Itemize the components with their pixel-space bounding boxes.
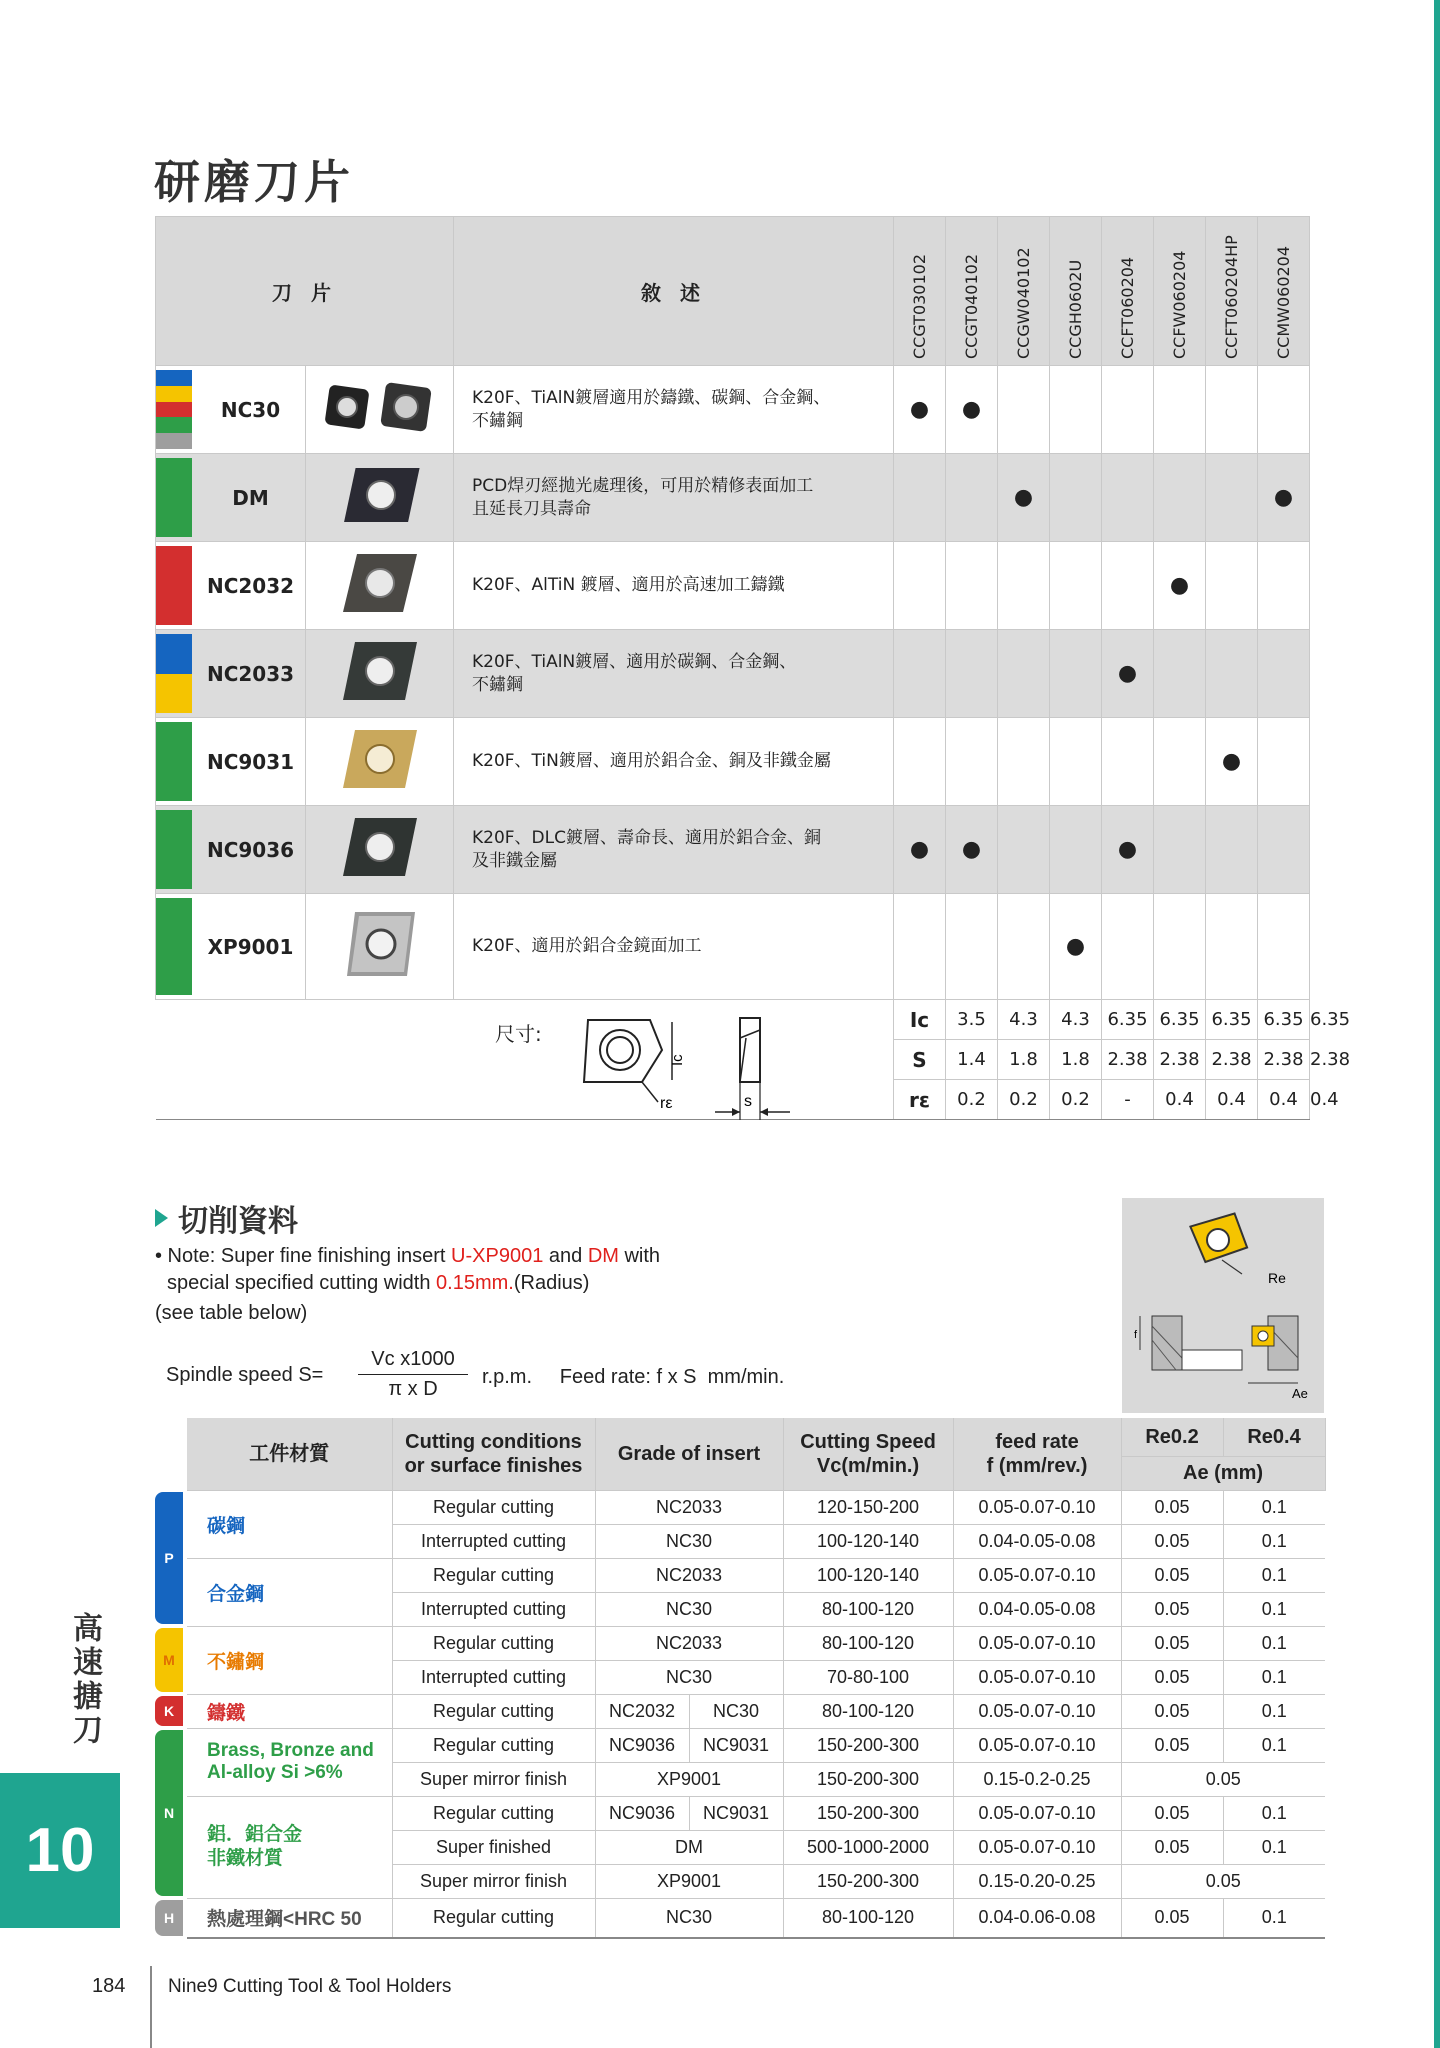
side-category-text: 高速搪刀: [67, 1612, 102, 1748]
material-color-bar: [156, 634, 192, 713]
applicability-mark: ●: [1102, 806, 1154, 894]
dim-value: 2.38: [1258, 1040, 1310, 1080]
applicability-mark: [1206, 542, 1258, 630]
group-badge-n: N: [155, 1730, 183, 1896]
svg-text:Ae: Ae: [1292, 1386, 1308, 1401]
applicability-mark: [1206, 454, 1258, 542]
insert-row: [156, 630, 1310, 718]
dim-row-re: rε 0.2 0.2 0.2 - 0.4 0.4 0.4 0.4: [156, 1080, 1310, 1120]
insert-row: [156, 718, 1310, 806]
header-model: CCMW060204: [1258, 217, 1310, 366]
applicability-mark: [1206, 366, 1258, 454]
applicability-mark: ●: [1050, 894, 1102, 1000]
insert-description: K20F、TiAlN鍍層、適用於碳鋼、合金鋼、 不鏽鋼: [454, 630, 894, 718]
grade-name: NC2032: [206, 573, 295, 598]
header-model: CCGT030102: [894, 217, 946, 366]
grade-cell: [156, 542, 306, 630]
material-name: 合金鋼: [187, 1558, 392, 1626]
header-ae: Ae (mm): [1121, 1456, 1325, 1490]
applicability-mark: [998, 718, 1050, 806]
svg-text:Ic: Ic: [669, 1054, 686, 1066]
header-insert: 刀 片: [156, 217, 454, 366]
applicability-mark: [998, 542, 1050, 630]
applicability-mark: [1050, 366, 1102, 454]
grade-cell: [156, 894, 306, 1000]
group-badge-p: P: [155, 1492, 183, 1624]
insert-row: [156, 894, 1310, 1000]
applicability-mark: [894, 454, 946, 542]
applicability-mark: [1206, 806, 1258, 894]
table-row: Super mirror finish XP9001 150-200-300 0.15-0.2-0.25 0.05: [155, 1762, 1325, 1796]
grade-name: NC9036: [206, 837, 295, 862]
dim-value: 6.35: [1154, 1000, 1206, 1040]
applicability-mark: [1154, 366, 1206, 454]
insert-row: [156, 542, 1310, 630]
grade-cell: [156, 806, 306, 894]
table-row: H 熱處理鋼<HRC 50 Regular cutting NC30 80-100-120 0.04-0.06-0.08 0.05 0.1: [155, 1898, 1325, 1938]
grade-name: XP9001: [207, 934, 294, 959]
applicability-mark: ●: [1258, 454, 1310, 542]
footer-brand: Nine9 Cutting Tool & Tool Holders: [168, 1976, 452, 1997]
applicability-mark: [1102, 894, 1154, 1000]
applicability-mark: [1258, 542, 1310, 630]
applicability-mark: [998, 630, 1050, 718]
material-color-bar: [156, 722, 192, 801]
applicability-mark: [1050, 454, 1102, 542]
applicability-mark: [1258, 894, 1310, 1000]
insert-description: PCD焊刃經拋光處理後，可用於精修表面加工 且延長刀具壽命: [454, 454, 894, 542]
dimension-label: 尺寸:: [495, 1022, 542, 1046]
dim-value: -: [1102, 1080, 1154, 1120]
insert-image: [306, 630, 454, 718]
dim-label: Ic: [894, 1000, 946, 1040]
dim-value: 1.8: [998, 1040, 1050, 1080]
dim-label: S: [894, 1040, 946, 1080]
header-feed: feed rate f (mm/rev.): [953, 1418, 1121, 1490]
grade-cell: [156, 630, 306, 718]
table-row: K 鑄鐵 Regular cutting NC2032 NC30 80-100-120 0.05-0.07-0.10 0.05 0.1: [155, 1694, 1325, 1728]
dim-value: 1.8: [1050, 1040, 1102, 1080]
insert-table: [155, 216, 1351, 1120]
dim-value: 6.35: [1102, 1000, 1154, 1040]
material-color-bar: [156, 458, 192, 537]
applicability-mark: ●: [946, 366, 998, 454]
applicability-mark: [946, 542, 998, 630]
dim-value: 1.4: [946, 1040, 998, 1080]
applicability-mark: [1050, 542, 1102, 630]
applicability-mark: [1154, 806, 1206, 894]
applicability-mark: [1102, 366, 1154, 454]
table-row: 鋁．鋁合金 非鐵材質 Regular cutting NC9036 NC9031 150-200-300 0.05-0.07-0.10 0.05 0.1: [155, 1796, 1325, 1830]
page-title: 研磨刀片: [154, 155, 354, 209]
applicability-mark: [1258, 806, 1310, 894]
insert-image: [306, 542, 454, 630]
applicability-mark: [1206, 894, 1258, 1000]
material-name: 熱處理鋼<HRC 50: [187, 1898, 392, 1938]
applicability-mark: [1102, 542, 1154, 630]
header-model: CCFT060204HP: [1206, 217, 1258, 366]
grade-name: NC2033: [206, 661, 295, 686]
applicability-mark: [1258, 366, 1310, 454]
material-name: Brass, Bronze and Al-alloy Si >6%: [187, 1728, 392, 1796]
section-title: 切削資料: [155, 1196, 298, 1240]
dim-value: 6.35: [1206, 1000, 1258, 1040]
header-conditions: Cutting conditions or surface finishes: [392, 1418, 595, 1490]
header-re02: Re0.2: [1121, 1418, 1223, 1456]
applicability-mark: ●: [946, 806, 998, 894]
applicability-mark: [998, 894, 1050, 1000]
applicability-mark: [946, 454, 998, 542]
dim-row-s: S 1.4 1.8 1.8 2.38 2.38 2.38 2.38 2.38: [156, 1040, 1310, 1080]
applicability-mark: [946, 894, 998, 1000]
cutting-data-table: [155, 1418, 1326, 1939]
insert-row: [156, 366, 1310, 454]
applicability-mark: [1050, 718, 1102, 806]
dim-value: 0.4: [1206, 1080, 1258, 1120]
insert-description: K20F、AlTiN 鍍層、適用於高速加工鑄鐵: [454, 542, 894, 630]
dim-value: 0.4: [1154, 1080, 1206, 1120]
header-re04: Re0.4: [1223, 1418, 1325, 1456]
dim-value: 0.2: [1050, 1080, 1102, 1120]
material-name: 不鏽鋼: [187, 1626, 392, 1694]
header-model: CCGT040102: [946, 217, 998, 366]
material-color-bar: [156, 810, 192, 889]
footer-divider: [150, 1966, 152, 2048]
material-color-bar: [156, 898, 192, 995]
dim-value: 0.2: [998, 1080, 1050, 1120]
table-row: P 碳鋼 Regular cutting NC2033 120-150-200 0.05-0.07-0.10 0.05 0.1: [155, 1490, 1325, 1524]
applicability-mark: [894, 894, 946, 1000]
table-row: Super finished DM 500-1000-2000 0.05-0.07-0.10 0.05 0.1: [155, 1830, 1325, 1864]
applicability-mark: [1258, 630, 1310, 718]
applicability-mark: [894, 630, 946, 718]
applicability-mark: [1102, 454, 1154, 542]
applicability-mark: [1258, 718, 1310, 806]
material-name: 鋁．鋁合金 非鐵材質: [187, 1796, 392, 1898]
header-model: CCGH0602U: [1050, 217, 1102, 366]
header-material: 工件材質: [187, 1418, 392, 1490]
page-number: 184: [92, 1975, 126, 1997]
dim-value: 3.5: [946, 1000, 998, 1040]
dim-row-ic: Ic 3.5 4.3 4.3 6.35 6.35 6.35 6.35 6.35: [156, 1000, 1310, 1040]
applicability-mark: ●: [1102, 630, 1154, 718]
dim-value: 2.38: [1154, 1040, 1206, 1080]
insert-image: [306, 718, 454, 806]
grade-name: DM: [232, 485, 269, 510]
header-grade: Grade of insert: [595, 1418, 783, 1490]
material-color-bar: [156, 546, 192, 625]
group-badge-m: M: [155, 1628, 183, 1692]
group-badge-k: K: [155, 1696, 183, 1726]
dim-value: 2.38: [1102, 1040, 1154, 1080]
dim-label: rε: [894, 1080, 946, 1120]
applicability-mark: [1154, 718, 1206, 806]
table-row: Interrupted cutting NC30 70-80-100 0.05-0.07-0.10 0.05 0.1: [155, 1660, 1325, 1694]
dim-value: 4.3: [1050, 1000, 1102, 1040]
grade-cell: [156, 718, 306, 806]
arrow-icon: [155, 1209, 168, 1227]
dim-value: 2.38: [1206, 1040, 1258, 1080]
applicability-mark: [1154, 894, 1206, 1000]
insert-image: [306, 894, 454, 1000]
dim-value: 0.2: [946, 1080, 998, 1120]
page-edge-bar: [1434, 0, 1440, 2048]
table-row: Super mirror finish XP9001 150-200-300 0.15-0.20-0.25 0.05: [155, 1864, 1325, 1898]
header-description: 敘 述: [454, 217, 894, 366]
group-badge-h: H: [155, 1900, 183, 1936]
svg-text:s: s: [744, 1093, 752, 1110]
applicability-mark: [1050, 630, 1102, 718]
insert-description: K20F、DLC鍍層、壽命長、適用於鋁合金、銅 及非鐵金屬: [454, 806, 894, 894]
applicability-mark: ●: [894, 366, 946, 454]
grade-name: NC9031: [206, 749, 295, 774]
table-row: M 不鏽鋼 Regular cutting NC2033 80-100-120 0.05-0.07-0.10 0.05 0.1: [155, 1626, 1325, 1660]
dim-value: 6.35: [1258, 1000, 1310, 1040]
applicability-mark: [998, 806, 1050, 894]
svg-text:f: f: [1134, 1329, 1138, 1341]
dimension-figure: [580, 1010, 800, 1125]
table-row: N Brass, Bronze and Al-alloy Si >6% Regular cutting NC9036 NC9031 150-200-300 0.05-0.07-0.10 0.05 0.1: [155, 1728, 1325, 1762]
applicability-mark: ●: [998, 454, 1050, 542]
applicability-mark: [998, 366, 1050, 454]
header-model: CCGW040102: [998, 217, 1050, 366]
applicability-mark: [1206, 630, 1258, 718]
applicability-mark: ●: [1206, 718, 1258, 806]
applicability-mark: ●: [1154, 542, 1206, 630]
table-row: 合金鋼 Regular cutting NC2033 100-120-140 0.05-0.07-0.10 0.05 0.1: [155, 1558, 1325, 1592]
insert-description: K20F、適用於鋁合金鏡面加工: [454, 894, 894, 1000]
grade-cell: [156, 454, 306, 542]
grade-name: NC30: [220, 397, 281, 422]
grade-cell: [156, 366, 306, 454]
dim-value: 0.4: [1258, 1080, 1310, 1120]
cutting-diagram: [1122, 1198, 1324, 1413]
material-name: 鑄鐵: [187, 1694, 392, 1728]
applicability-mark: [1154, 630, 1206, 718]
formula-fraction: $\frac{\text{Vc x1000}}{\text{π x D}}$: [358, 1348, 468, 1401]
applicability-mark: [1102, 718, 1154, 806]
header-model: CCFT060204: [1102, 217, 1154, 366]
svg-text:rε: rε: [660, 1095, 673, 1112]
svg-text:Re: Re: [1268, 1270, 1286, 1286]
note-text: • Note: Super fine finishing insert U-XP9001 and DM with special specified cutting width 0.15mm.(Radius) (see table below): [155, 1245, 661, 1324]
material-name: 碳鋼: [187, 1490, 392, 1558]
applicability-mark: [946, 630, 998, 718]
insert-description: K20F、TiN鍍層、適用於鋁合金、銅及非鐵金屬: [454, 718, 894, 806]
table-row: Interrupted cutting NC30 80-100-120 0.04-0.05-0.08 0.05 0.1: [155, 1592, 1325, 1626]
applicability-mark: [1050, 806, 1102, 894]
applicability-mark: [946, 718, 998, 806]
insert-row: [156, 454, 1310, 542]
applicability-mark: [894, 542, 946, 630]
header-speed: Cutting Speed Vc(m/min.): [783, 1418, 953, 1490]
insert-image: [306, 454, 454, 542]
table-row: Interrupted cutting NC30 100-120-140 0.04-0.05-0.08 0.05 0.1: [155, 1524, 1325, 1558]
applicability-mark: [1154, 454, 1206, 542]
insert-image: [306, 366, 454, 454]
dim-value: 4.3: [998, 1000, 1050, 1040]
insert-image: [306, 806, 454, 894]
insert-row: [156, 806, 1310, 894]
chapter-number: 10: [0, 1773, 120, 1928]
insert-description: K20F、TiAlN鍍層適用於鑄鐵、碳鋼、合金鋼、 不鏽鋼: [454, 366, 894, 454]
applicability-mark: [894, 718, 946, 806]
applicability-mark: ●: [894, 806, 946, 894]
header-model: CCFW060204: [1154, 217, 1206, 366]
material-color-bar: [156, 370, 192, 449]
